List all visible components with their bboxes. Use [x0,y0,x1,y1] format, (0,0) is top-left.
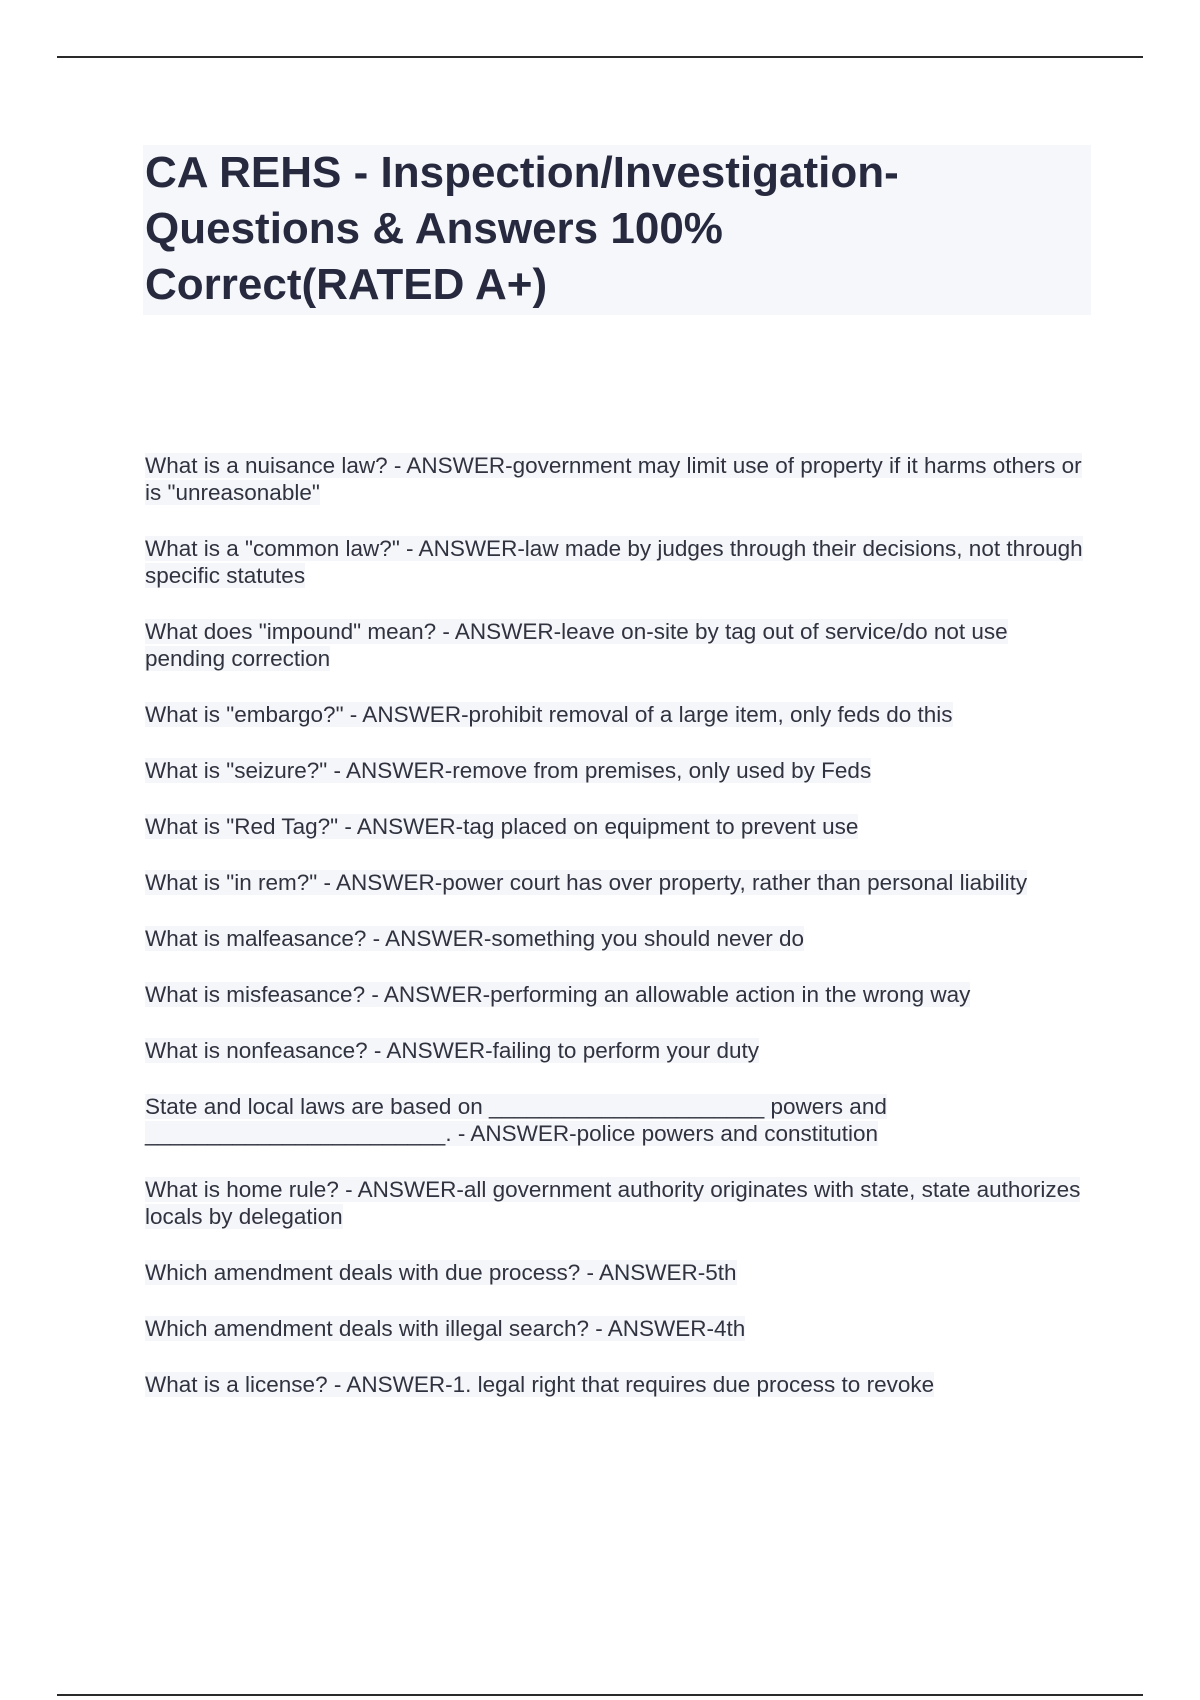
title-block [143,145,1091,315]
qa-item: What is "seizure?" - ANSWER-remove from premises, only used by Feds [145,758,872,783]
qa-list [145,452,1085,1427]
qa-item: State and local laws are based on ______________________ powers and ________________________. - ANSWER-police powers and constitution [145,1094,887,1146]
title-line-1: CA REHS - Inspection/Investigation- [145,148,899,197]
qa-item: What is "Red Tag?" - ANSWER-tag placed on equipment to prevent use [145,814,859,839]
qa-item: What is misfeasance? - ANSWER-performing an allowable action in the wrong way [145,982,971,1007]
title-line-3: Correct(RATED A+) [145,260,548,309]
qa-item: What is "embargo?" - ANSWER-prohibit removal of a large item, only feds do this [145,702,953,727]
qa-item: Which amendment deals with due process? - ANSWER-5th [145,1260,737,1285]
qa-item: What is nonfeasance? - ANSWER-failing to perform your duty [145,1038,760,1063]
qa-item: What is a nuisance law? - ANSWER-government may limit use of property if it harms others or is "unreasonable" [145,453,1082,505]
qa-item: What is a license? - ANSWER-1. legal right that requires due process to revoke [145,1372,935,1397]
document-title [145,145,1091,313]
bottom-rule [57,1694,1143,1696]
qa-item: What is home rule? - ANSWER-all government authority originates with state, state authorizes locals by delegation [145,1177,1081,1229]
qa-item: What is "in rem?" - ANSWER-power court has over property, rather than personal liability [145,870,1028,895]
title-line-2: Questions & Answers 100% [145,204,723,253]
qa-item: Which amendment deals with illegal search? - ANSWER-4th [145,1316,746,1341]
qa-item: What is a "common law?" - ANSWER-law made by judges through their decisions, not through specific statutes [145,536,1083,588]
top-rule [57,56,1143,58]
qa-item: What does "impound" mean? - ANSWER-leave on-site by tag out of service/do not use pending correction [145,619,1008,671]
qa-item: What is malfeasance? - ANSWER-something you should never do [145,926,805,951]
